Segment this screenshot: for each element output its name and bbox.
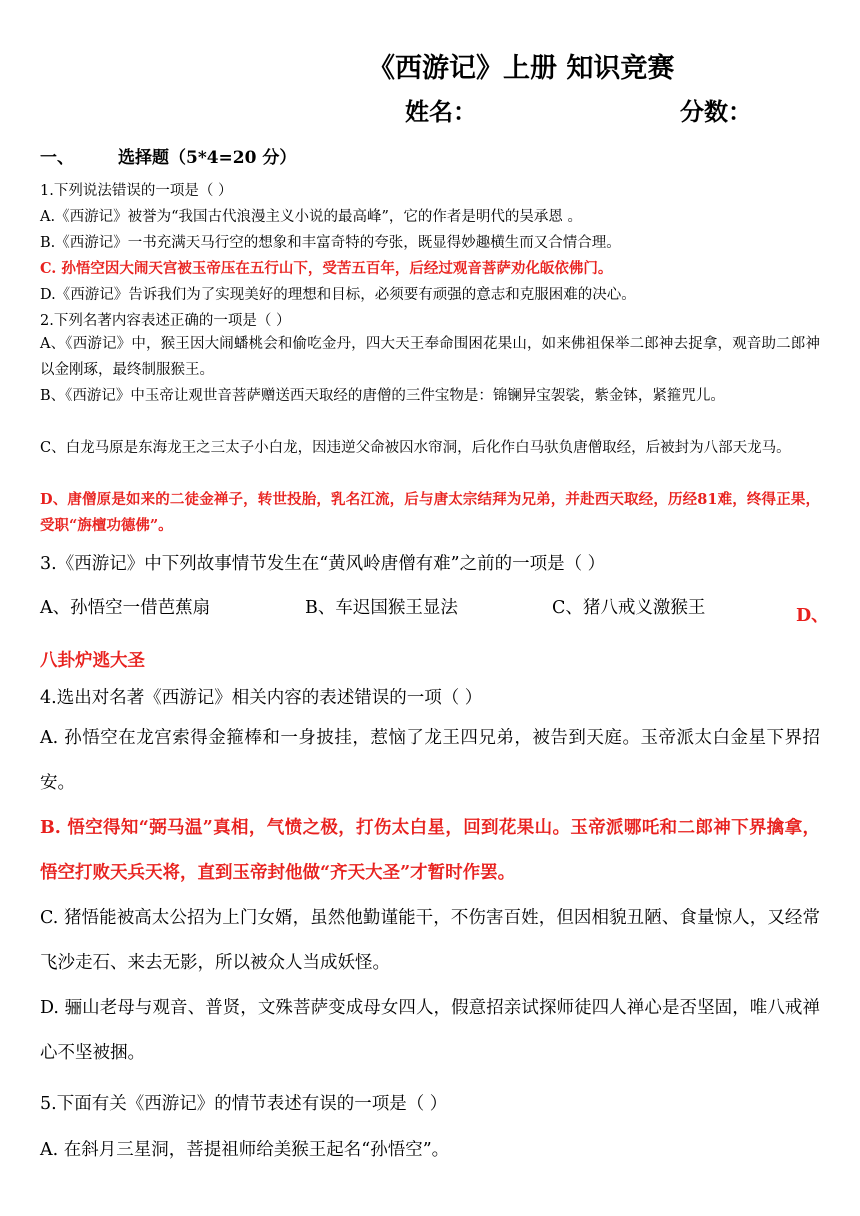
- question-4-option-b-answer: B. 悟空得知“弼马温”真相，气愤之极，打伤太白星，回到花果山。玉帝派哪吒和二郎神下界擒拿，悟空打败天兵天将，直到玉帝封他做“齐天大圣”才暂时作罢。: [40, 818, 820, 883]
- question-5-stem: 5.下面有关《西游记》的情节表述有误的一项是（ ）: [40, 1094, 448, 1114]
- question-2-option-c: C、白龙马原是东海龙王之三太子小白龙，因违逆父命被囚水帘洞，后化作白马驮负唐僧取经，后被封为八部天龙马。: [40, 440, 791, 456]
- question-3-option-c: C、猪八戒义激猴王: [552, 598, 706, 618]
- question-2-option-b: B、《西游记》中玉帝让观世音菩萨赠送西天取经的唐僧的三件宝物是：锦镧异宝袈裟，紫金钵，紧箍咒儿。: [40, 388, 725, 404]
- question-1-option-b: B.《西游记》一书充满天马行空的想象和丰富奇特的夸张，既显得妙趣横生而又合情合理。: [40, 235, 621, 251]
- question-3-option-b: B、车迟国猴王显法: [305, 598, 458, 618]
- page-title: 《西游记》上册 知识竞赛: [368, 53, 675, 84]
- question-3-option-d-answer: D、八卦炉逃大圣: [40, 606, 829, 671]
- question-5-option-a: A. 在斜月三星洞，菩提祖师给美猴王起名“孙悟空”。: [40, 1140, 450, 1160]
- name-label: 姓名：: [405, 98, 477, 126]
- question-1-option-c-answer: C. 孙悟空因大闹天宫被玉帝压在五行山下，受苦五百年，后经过观音菩萨劝化皈依佛门。: [40, 260, 613, 277]
- section-title: 选择题（5*4=20 分）: [118, 148, 297, 168]
- score-label: 分数：: [680, 98, 752, 126]
- question-3-option-a: A、孙悟空一借芭蕉扇: [40, 598, 211, 618]
- question-2-option-d-answer: D、唐僧原是如来的二徒金禅子，转世投胎，乳名江流，后与唐太宗结拜为兄弟，并赴西天取经，历经81难，终得正果，受职“旃檀功德佛”。: [40, 491, 820, 534]
- section-heading: [40, 143, 296, 168]
- question-4-option-a: A. 孙悟空在龙宫索得金箍棒和一身披挂，惹恼了龙王四兄弟，被告到天庭。玉帝派太白金星下界招安。: [40, 728, 820, 793]
- section-number: 一、: [40, 148, 74, 168]
- question-1-option-d: D.《西游记》告诉我们为了实现美好的理想和目标，必须要有顽强的意志和克服困难的决心。: [40, 287, 636, 303]
- question-2-stem: 2.下列名著内容表述正确的一项是（ ）: [40, 313, 291, 329]
- question-1-option-a: A.《西游记》被誉为“我国古代浪漫主义小说的最高峰”，它的作者是明代的吴承恩 。: [40, 209, 583, 225]
- question-2-option-a: A、《西游记》中，猴王因大闹蟠桃会和偷吃金丹，四大天王奉命围困花果山，如来佛祖保举二郎神去捉拿，观音助二郎神以金刚琢，最终制服猴王。: [40, 336, 820, 378]
- question-4-option-d: D. 骊山老母与观音、普贤，文殊菩萨变成母女四人，假意招亲试探师徒四人禅心是否坚固，唯八戒禅心不坚被捆。: [40, 998, 820, 1063]
- question-1-stem: 1.下列说法错误的一项是（ ）: [40, 183, 233, 199]
- question-4-option-c: C. 猪悟能被高太公招为上门女婿，虽然他勤谨能干，不伤害百姓，但因相貌丑陋、食量惊人，又经常飞沙走石、来去无影，所以被众人当成妖怪。: [40, 908, 820, 973]
- question-4-stem: 4.选出对名著《西游记》相关内容的表述错误的一项（ ）: [40, 688, 483, 708]
- question-3-stem: 3.《西游记》中下列故事情节发生在“黄风岭唐僧有难”之前的一项是（ ）: [40, 554, 606, 574]
